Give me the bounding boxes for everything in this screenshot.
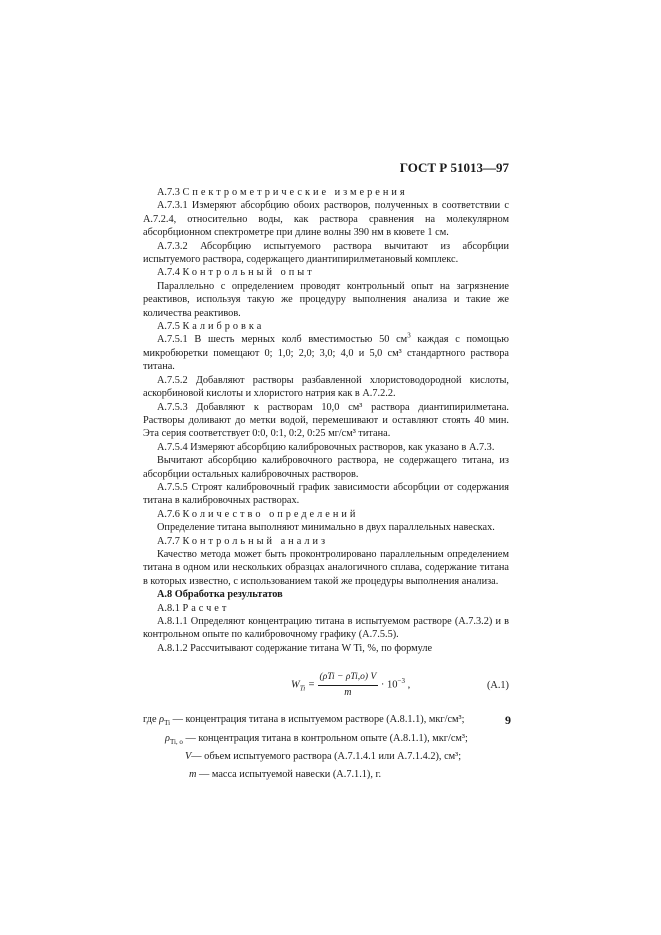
section-number: А.7.3 — [157, 187, 180, 198]
paragraph-text: А.7.5.1 В шесть мерных колб вместимостью 50 см — [157, 334, 408, 346]
section-heading — [143, 602, 509, 615]
formula-tail: , — [407, 679, 411, 691]
definition-symbol: m — [189, 769, 197, 781]
definition-row — [143, 750, 509, 763]
definition-row — [143, 732, 509, 745]
definition-symbol-sub: Ti, o — [169, 737, 183, 746]
section-number: А.7.6 — [157, 508, 180, 520]
formula-lhs-sub: Ti — [299, 684, 306, 693]
formula-factor: · 10 — [380, 679, 398, 691]
section-heading — [143, 508, 509, 521]
section-title: Количество определений — [182, 508, 359, 520]
definition-text: — концентрация титана в испытуемом растворе (А.8.1.1), мкг/см³; — [170, 714, 465, 726]
section-heading — [143, 266, 509, 279]
definition-symbol: ρ — [159, 714, 165, 726]
section-title: Контрольный опыт — [182, 267, 315, 279]
formula-expression — [291, 671, 410, 699]
paragraph: А.7.5.4 Измеряют абсорбцию калибровочных растворов, как указано в А.7.3. — [157, 441, 495, 453]
definition-row — [143, 713, 509, 726]
definition-symbol: V — [185, 751, 192, 763]
paragraph: А.7.5.5 Строят калибровочный график зависимости абсорбции от содержания титана в калибровочных растворах. — [143, 481, 509, 507]
paragraph-text: каждая с помощью микробюретки помещают 0; 1,0; 2,0; 3,0; 4,0 и 5,0 см³ стандартного раствора титана. — [143, 334, 509, 373]
variable-definitions — [143, 713, 509, 782]
section-number: А.7.5 — [157, 321, 180, 333]
subsection-heading: А.8 Обработка результатов — [157, 589, 283, 601]
definition-prefix: где — [143, 714, 157, 726]
paragraph: А.8.1.1 Определяют концентрацию титана в испытуемом растворе (А.7.3.2) и в контрольном опыте по калибровочному графику (А.7.5.5). — [143, 616, 509, 641]
paragraph: А.7.5.2 Добавляют растворы разбавленной хлористоводородной кислоты, аскорбиновой кислоты и хлористого натрия как в А.7.2.2. — [143, 374, 509, 400]
formula-exponent: −3 — [397, 677, 405, 686]
definition-text: — масса испытуемой навески (А.7.1.1), г. — [196, 769, 382, 781]
formula-denominator: m — [344, 686, 352, 698]
section-number: А.8.1 — [157, 602, 180, 614]
section-title: Контрольный анализ — [182, 535, 329, 547]
formula-equals: = — [307, 679, 315, 691]
paragraph: А.7.3.1 Измеряют абсорбцию обоих растворов, полученных в соответствии с А.7.2.4, относительно воды, как раствора сравнения на молекулярном абсорбционном спектрометре при длине волны 390 нм в кювете 1 см. — [143, 200, 509, 239]
paragraph — [143, 333, 509, 373]
definition-text: — концентрация титана в контрольном опыте (А.8.1.1), мкг/см³; — [182, 732, 468, 744]
paragraph: А.8.1.2 Рассчитывают содержание титана W Ti, %, по формуле — [157, 642, 433, 654]
document-body — [143, 186, 509, 787]
section-heading — [143, 186, 509, 199]
section-title: Калибровка — [182, 321, 265, 333]
formula-fraction — [318, 671, 379, 699]
paragraph: Параллельно с определением проводят контрольный опыт на загрязнение реактивов, используя такую же процедуру выполнения анализа и такие же количества реактивов. — [143, 280, 509, 319]
paragraph: Качество метода может быть проконтролировано параллельным определением титана в одном или нескольких образцах аналогичного сплава, содержание титана в которых известно, с использованием такой же процедуры выполнения анализа. — [143, 548, 509, 587]
page-number: 9 — [505, 713, 511, 727]
standard-header: ГОСТ Р 51013—97 — [399, 160, 509, 175]
formula-numerator: (ρTi − ρTi,o) V — [318, 671, 379, 685]
section-title: Расчет — [182, 602, 230, 614]
section-heading — [143, 535, 509, 548]
section-number: А.7.7 — [157, 535, 180, 547]
definition-symbol: ρ — [165, 732, 170, 744]
section-heading — [143, 320, 509, 333]
formula-number: (A.1) — [486, 680, 509, 692]
paragraph: Определение титана выполняют минимально в двух параллельных навесках. — [157, 522, 495, 534]
paragraph: А.7.5.3 Добавляют к растворам 10,0 см³ раствора диантипирилметана. Растворы доливают до метки водой, перемешивают и оставляют стоять 40 мин. Эта серия соответствует 0:0, 0:1, 0:2, 0:25 мг/см³ титана. — [143, 401, 509, 440]
definition-row — [143, 768, 509, 781]
superscript: 3 — [407, 332, 411, 341]
definition-text: — объем испытуемого раствора (А.7.1.4.1 или А.7.1.4.2), см³; — [191, 751, 462, 763]
formula-block — [143, 665, 509, 707]
formula-lhs: W — [291, 679, 300, 691]
section-number: А.7.4 — [157, 267, 180, 279]
section-title: Спектрометрические измерения — [182, 187, 408, 198]
paragraph: Вычитают абсорбцию калибровочного раствора, не содержащего титана, из абсорбции остальных калибровочных растворов. — [143, 455, 509, 480]
definition-symbol-sub: Ti — [164, 719, 171, 728]
paragraph: А.7.3.2 Абсорбцию испытуемого раствора вычитают из абсорбции испытуемого раствора, содержащего диантипирилметановый комплекс. — [143, 240, 509, 266]
